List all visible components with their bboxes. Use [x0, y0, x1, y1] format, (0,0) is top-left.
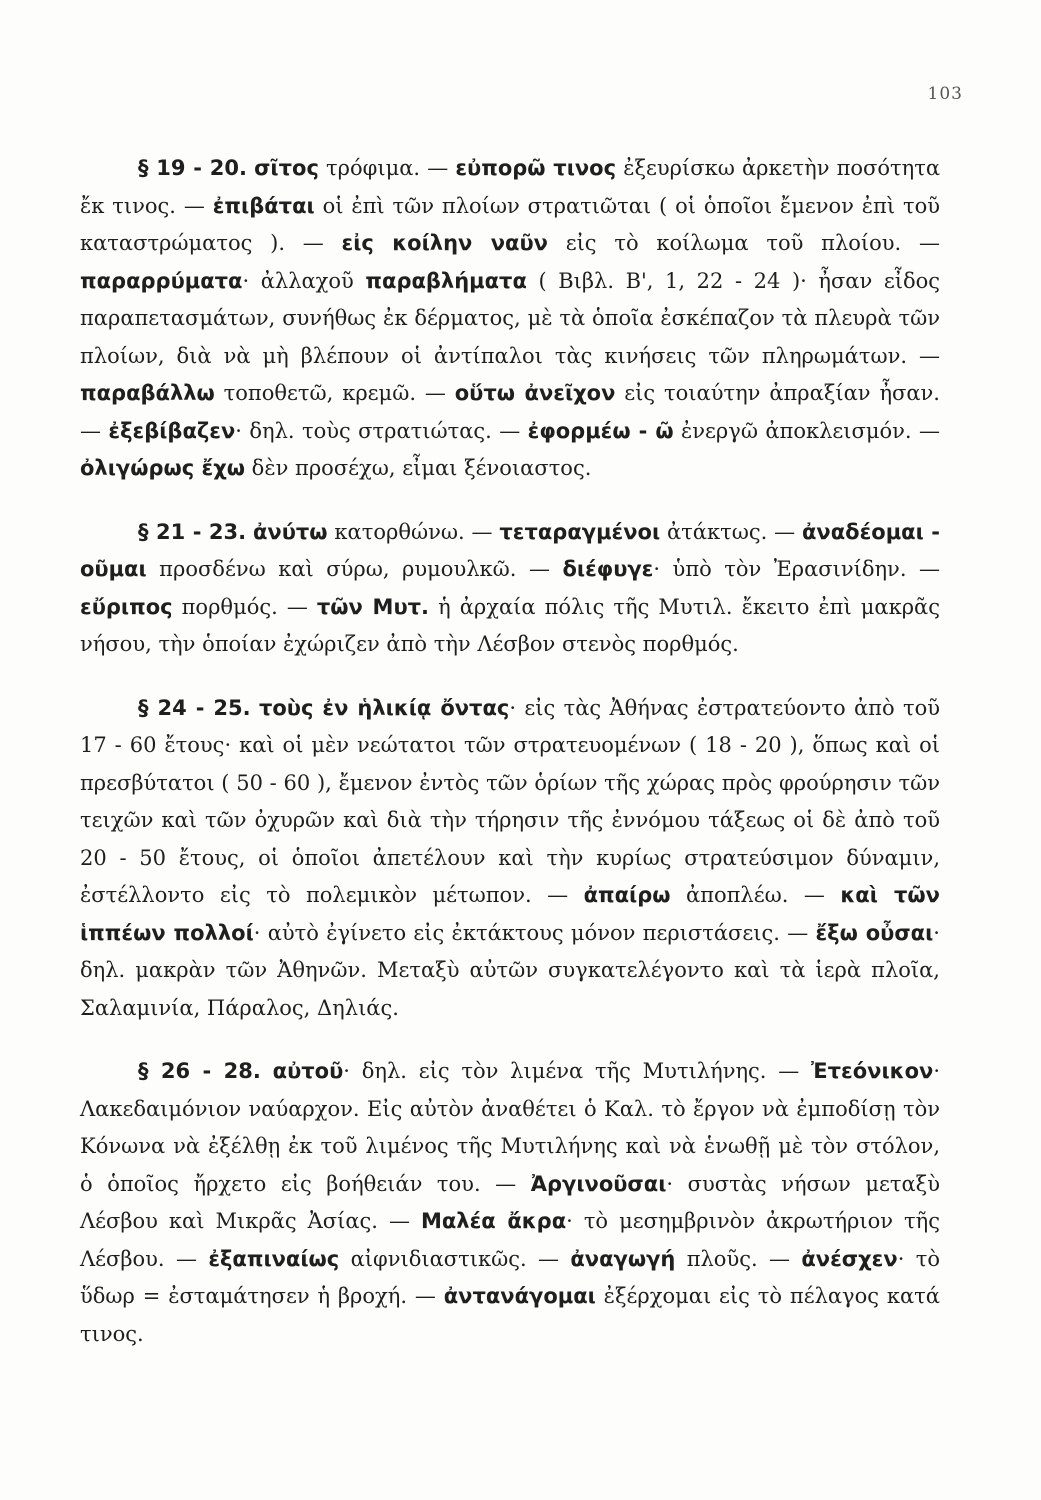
headword: ἐξαπιναίως [208, 1246, 340, 1271]
gloss-text: · εἰς τὰς Ἀθήνας ἐστρατεύοντο ἀπὸ τοῦ 17 - 60 ἔτους· καὶ οἱ μὲν νεώτατοι τῶν στρατευομένων ( 18 - 20 ), ὅπως καὶ οἱ πρεσβύτατοι ( 50 - 60 ), ἔμενον ἐντὸς τῶν ὁρίων τῆς χώρας πρὸς φρούρησιν τῶν τειχῶν καὶ τῶν ὀχυρῶν καὶ διὰ τὴν τήρησιν τῆς ἐννόμου τάξεως οἱ δὲ ἀπὸ τοῦ 20 - 50 ἔτους, οἱ ὁποῖοι ἀπετέλουν καὶ τὴν κυρίως στρατεύσιμον δύναμιν, ἐστέλλοντο εἰς τὸ πολεμικὸν μέτωπον. — [80, 695, 940, 907]
gloss-text: ἡ ἀρχαία πόλις τῆς Μυτιλ. ἔκειτο ἐπὶ μακρᾶς νήσου, τὴν ὁποίαν ἐχώριζεν ἀπὸ τὴν Λέσβον στενὸς πορθμός. [80, 594, 940, 656]
headword: ἐξεβίβαζεν [108, 418, 236, 443]
gloss-text: κατορθώνω. — [327, 519, 500, 544]
gloss-text: πορθμός. — [172, 594, 317, 619]
headword: ἀναδέομαι - οῦμαι [80, 519, 940, 581]
headword: τῶν Μυτ. [316, 594, 430, 619]
headword: παραβλήματα [365, 268, 527, 293]
section-reference: § 26 - 28. [138, 1059, 261, 1083]
gloss-text: · ἀλλαχοῦ [242, 268, 366, 293]
gloss-text: ἐνεργῶ ἀποκλεισμόν. — [673, 418, 940, 443]
gloss-text: οἱ ἐπὶ τῶν πλοίων στρατιῶται ( οἱ ὁποῖοι ἔμενον ἐπὶ τοῦ καταστρώματος ). — [80, 193, 940, 255]
headword: ἐφορμέω - ῶ [527, 418, 674, 443]
gloss-text: · τὸ ὕδωρ = ἐσταμάτησεν ἡ βροχή. — [80, 1246, 940, 1308]
commentary-text [80, 150, 940, 1353]
gloss-text: · δηλ. τοὺς στρατιώτας. — [235, 418, 528, 443]
headword: ἀντανάγομαι [443, 1284, 596, 1308]
headword: Ἀργινοῦσαι [530, 1171, 667, 1196]
headword: οὕτω ἀνεῖχον [454, 381, 616, 405]
headword: ὀλιγώρως ἔχω [80, 456, 245, 480]
gloss-text: · δηλ. εἰς τὸν λιμένα τῆς Μυτιλήνης. — [343, 1059, 812, 1083]
gloss-text: δὲν προσέχω, εἶμαι ξένοιαστος. [245, 456, 592, 480]
section-reference: § 19 - 20. [138, 156, 247, 180]
gloss-text: · ὑπὸ τὸν Ἐρασινίδην. — [653, 557, 941, 581]
gloss-text: ἀτάκτως. — [660, 519, 802, 544]
gloss-text: · τὸ μεσημβρινὸν ἀκρωτήριον τῆς Λέσβου. — [80, 1209, 940, 1271]
section-paragraph [80, 514, 940, 664]
gloss-text: εἰς τὸ κοίλωμα τοῦ πλοίου. — [547, 231, 940, 255]
gloss-text: · δηλ. μακρὰν τῶν Ἀθηνῶν. Μεταξὺ αὐτῶν συγκατελέγοντο καὶ τὰ ἱερὰ πλοῖα, Σαλαμινία, Πάραλος, Δηλιάς. [80, 920, 940, 1020]
gloss-text: πλοῦς. — [675, 1246, 802, 1271]
headword: τοὺς ἐν ἡλικίᾳ ὄντας [258, 695, 510, 720]
section-reference: § 21 - 23. [138, 519, 247, 544]
gloss-text: · συστὰς νήσων μεταξὺ Λέσβου καὶ Μικρᾶς Ἀσίας. — [80, 1171, 940, 1233]
section-reference: § 24 - 25. [138, 695, 251, 720]
gloss-text: ( Βιβλ. Β', 1, 22 - 24 )· ἦσαν εἶδος παραπετασμάτων, συνήθως ἐκ δέρματος, μὲ τὰ ὁποῖα ἐσκέπαζον τὰ πλευρὰ τῶν πλοίων, διὰ νὰ μὴ βλέπουν οἱ ἀντίπαλοι τὰς κινήσεις τῶν πληρωμάτων. — [80, 268, 940, 368]
gloss-text: ἐξευρίσκω ἀρκετὴν ποσότητα ἔκ τινος. — [80, 156, 941, 218]
headword: ἔξω οὖσαι [815, 920, 934, 945]
headword: παραβάλλω [80, 381, 215, 405]
headword: ἀνύτω [252, 519, 328, 544]
headword: εὐπορῶ τινος [455, 156, 617, 180]
gloss-text: αἰφνιδιαστικῶς. — [339, 1246, 571, 1271]
section-paragraph [80, 690, 940, 1028]
headword: τεταραγμένοι [499, 519, 661, 544]
gloss-text: τρόφιμα. — [318, 156, 456, 180]
headword: ἐπιβάται [212, 193, 315, 218]
gloss-text: ἐξέρχομαι εἰς τὸ πέλαγος κατά τινος. [80, 1284, 940, 1346]
headword: αὐτοῦ [272, 1059, 344, 1083]
headword: διέφυγε [562, 557, 654, 581]
headword: ἀνέσχεν [801, 1246, 898, 1271]
headword: παραρρύματα [80, 268, 243, 293]
gloss-text: εἰς τοιαύτην ἀπραξίαν ἦσαν. — [80, 381, 940, 443]
gloss-text: προσδένω καὶ σύρω, ρυμουλκῶ. — [146, 557, 563, 581]
page-number: 103 [927, 84, 963, 104]
headword: σῖτος [254, 156, 319, 180]
section-paragraph [80, 1053, 940, 1353]
headword: ἀναγωγή [570, 1246, 676, 1271]
headword: καὶ τῶν ἱππέων πολλοί [80, 883, 940, 945]
gloss-text: ἀποπλέω. — [670, 883, 841, 907]
gloss-text: · Λακεδαιμόνιον ναύαρχον. Εἰς αὐτὸν ἀναθέτει ὁ Καλ. τὸ ἔργον νὰ ἐμποδίσῃ τὸν Κόνωνα νὰ ἐξέλθῃ ἐκ τοῦ λιμένος τῆς Μυτιλήνης καὶ νὰ ἑνωθῇ μὲ τὸν στόλον, ὁ ὁποῖος ἤρχετο εἰς βοήθειάν του. — [80, 1059, 940, 1196]
headword: εἰς κοίλην ναῦν [341, 231, 548, 255]
headword: εὔριπος [80, 594, 173, 619]
headword: ἀπαίρω [583, 883, 671, 907]
headword: Ἐτεόνικον [811, 1059, 934, 1083]
section-paragraph [80, 150, 940, 488]
headword: Μαλέα ἄκρα [420, 1209, 567, 1233]
gloss-text: τοποθετῶ, κρεμῶ. — [214, 381, 455, 405]
gloss-text: · αὐτὸ ἐγίνετο εἰς ἐκτάκτους μόνον περιστάσεις. — [253, 920, 816, 945]
